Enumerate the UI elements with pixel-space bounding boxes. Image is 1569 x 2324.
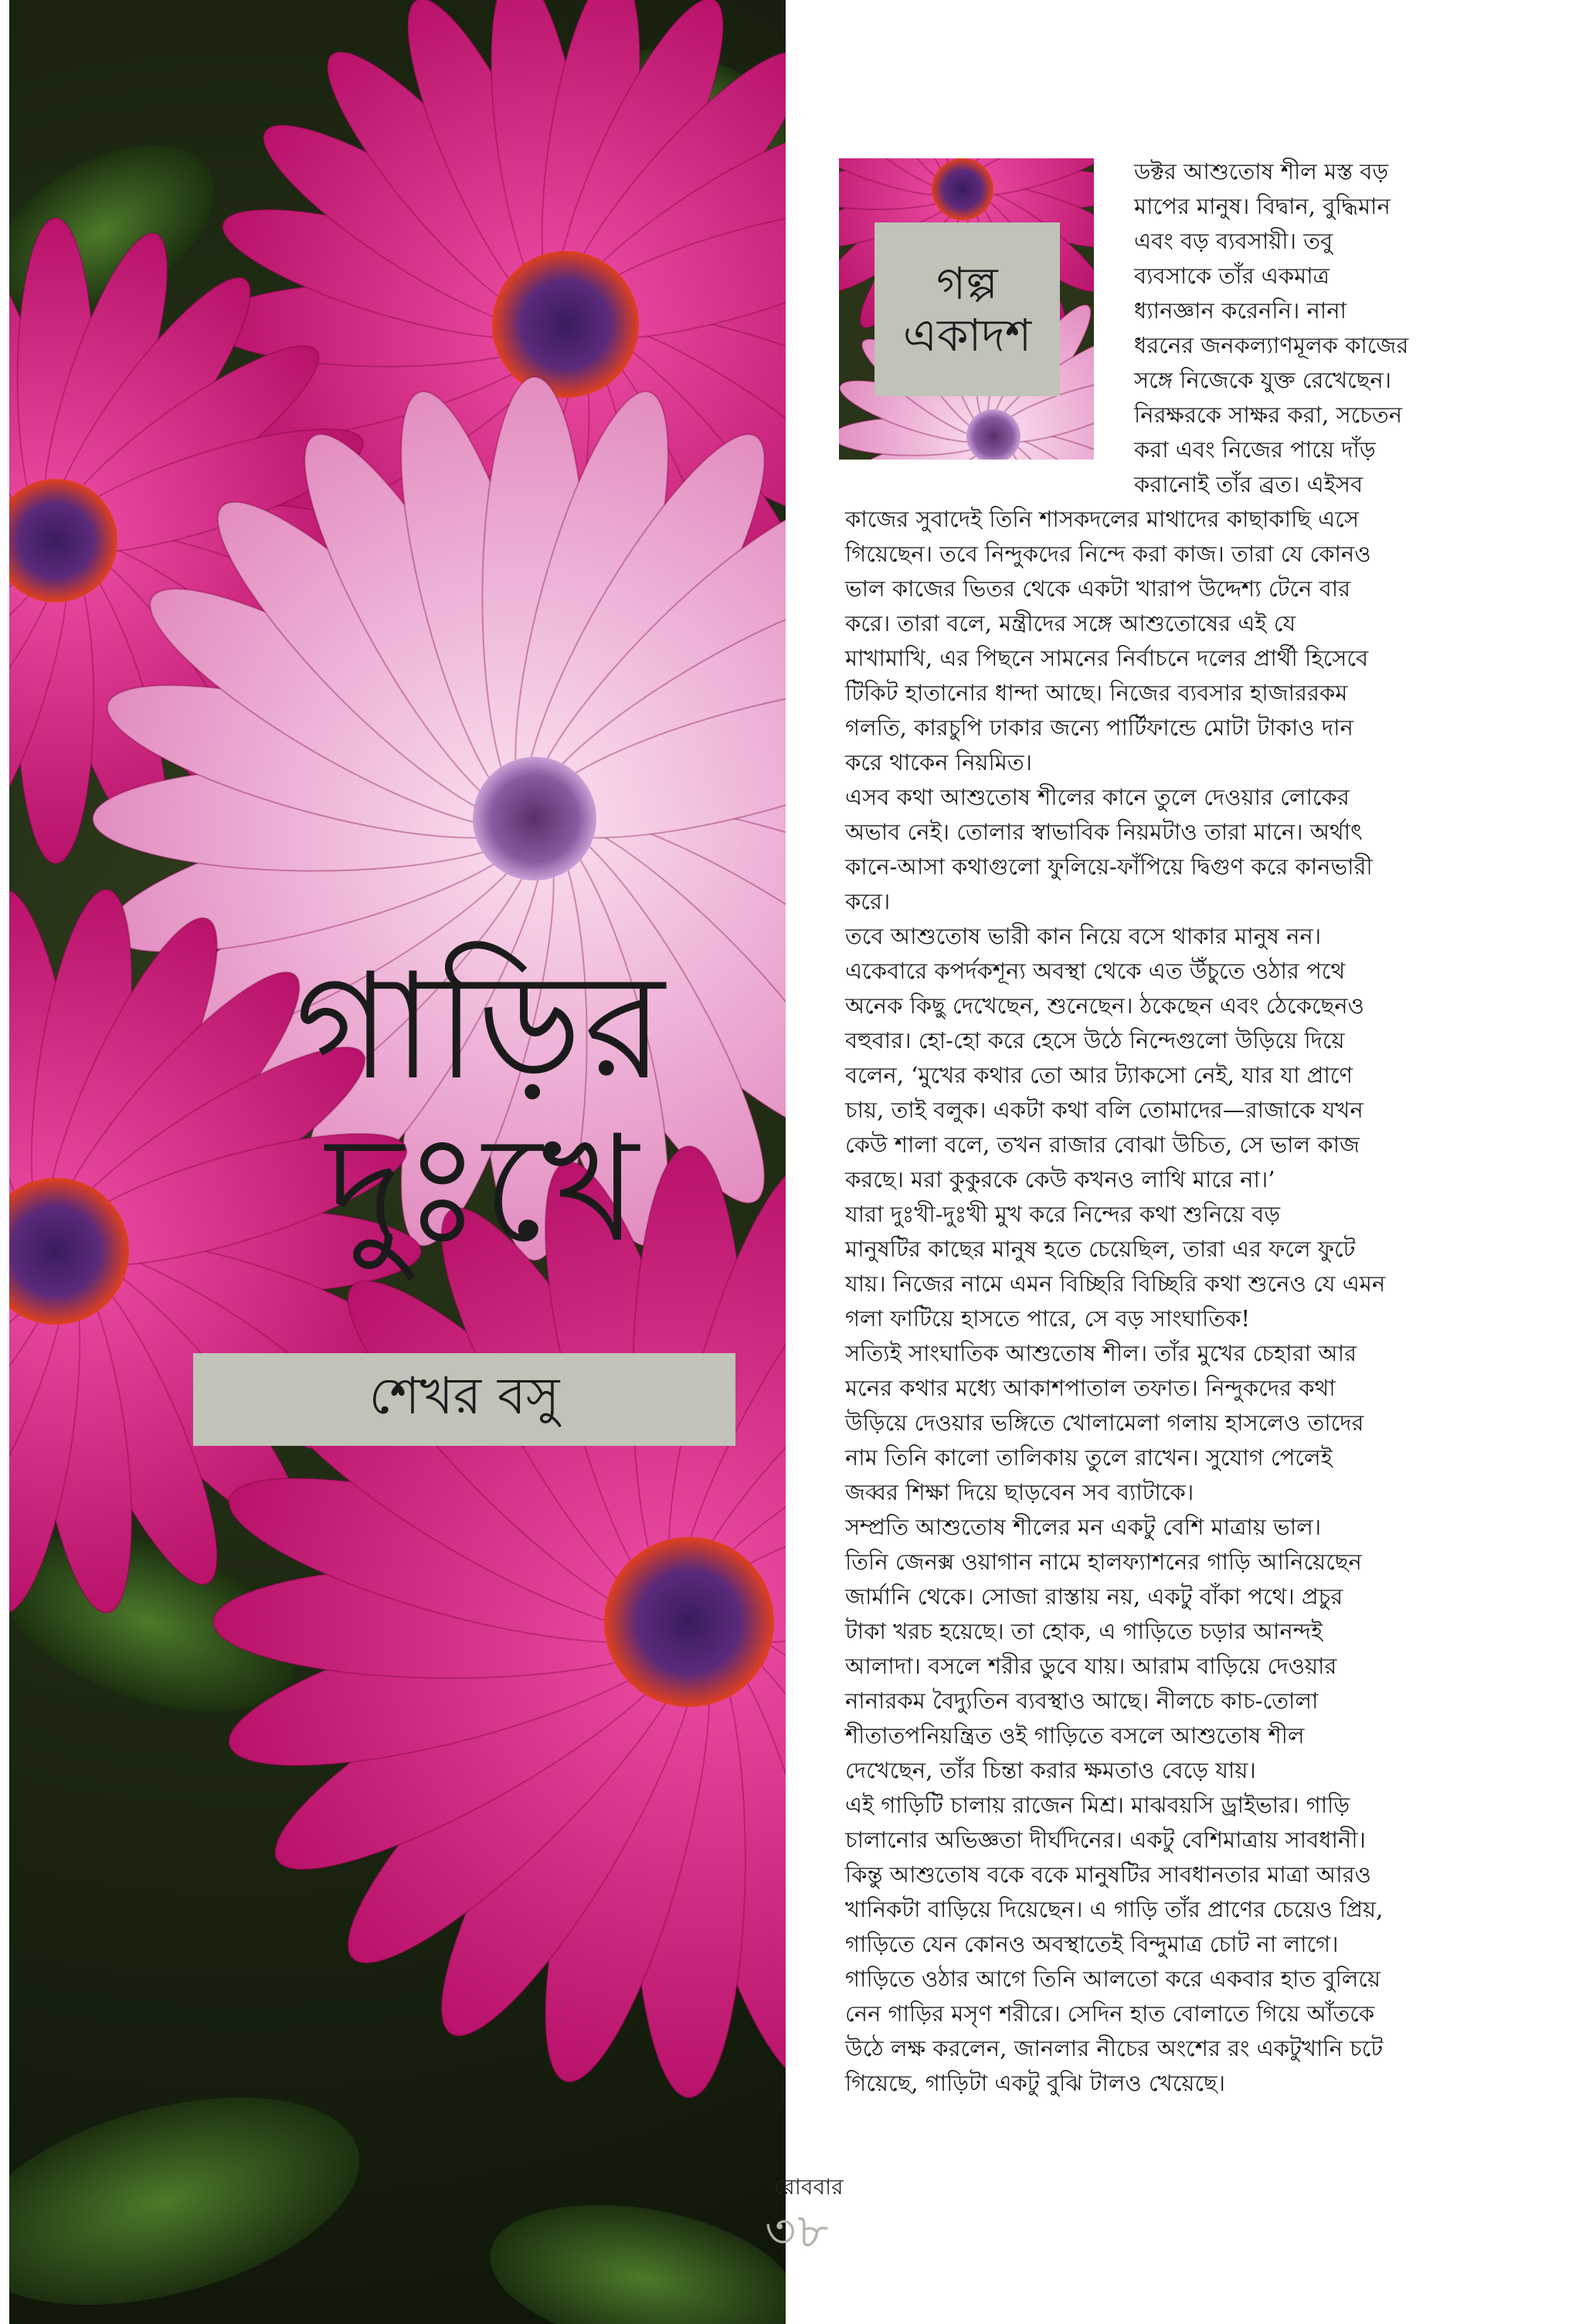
series-label-line-2: একাদশ bbox=[902, 308, 1032, 361]
story-title bbox=[264, 941, 697, 1274]
author-name: শেখর বসু bbox=[368, 1366, 560, 1426]
body-line: যারা দুঃখী-দুঃখী মুখ করে নিন্দের কথা শুনিয়ে বড় bbox=[845, 1201, 1281, 1227]
body-line: কাজের সুবাদেই তিনি শাসকদলের মাথাদের কাছাকাছি এসে bbox=[845, 506, 1360, 532]
body-line: কেউ শালা বলে, তখন রাজার বোঝা উচিত, সে ভাল কাজ bbox=[845, 1131, 1360, 1158]
body-line: চালানোর অভিজ্ঞতা দীর্ঘদিনের। একটু বেশিমাত্রায় সাবধানী। bbox=[845, 1827, 1366, 1853]
body-line: কিন্তু আশুতোষ বকে বকে মানুষটির সাবধানতার মাত্রা আরও bbox=[845, 1861, 1371, 1888]
body-line: টিকিট হাতানোর ধান্দা আছে। নিজের ব্যবসার হাজাররকম bbox=[845, 680, 1348, 706]
body-line: নাম তিনি কালো তালিকায় তুলে রাখেন। সুযোগ পেলেই bbox=[845, 1444, 1333, 1471]
body-line: গাড়িতে যেন কোনও অবস্থাতেই বিন্দুমাত্র চোট না লাগে। bbox=[845, 1931, 1339, 1957]
lead-line: করা এবং নিজের পায়ে দাঁড় bbox=[1134, 436, 1376, 463]
body-line: করছে। মরা কুকুরকে কেউ কখনও লাথি মারে না।’ bbox=[845, 1166, 1275, 1193]
body-line: মানুষটির কাছের মানুষ হতে চেয়েছিল, তারা এর ফলে ফুটে bbox=[845, 1236, 1356, 1262]
body-line: জার্মানি থেকে। সোজা রাস্তায় নয়, একটু বাঁকা পথে। প্রচুর bbox=[845, 1583, 1343, 1610]
body-line: তবে আশুতোষ ভারী কান নিয়ে বসে থাকার মানুষ নন। bbox=[845, 923, 1322, 949]
section-name: রোববার bbox=[774, 2174, 844, 2200]
lead-line: ডক্টর আশুতোষ শীল মস্ত বড় bbox=[1134, 158, 1389, 185]
lead-line: ধরনের জনকল্যাণমূলক কাজের bbox=[1134, 332, 1409, 358]
body-line: গিয়েছেন। তবে নিন্দুকদের নিন্দে করা কাজ। তারা যে কোনও bbox=[845, 541, 1371, 567]
body-line: ভাল কাজের ভিতর থেকে একটা খারাপ উদ্দেশ্য টেনে বার bbox=[845, 575, 1351, 602]
article-body-text bbox=[845, 502, 1540, 2101]
body-line: উড়িয়ে দেওয়ার ভঙ্গিতে খোলামেলা গলায় হাসলেও তাদের bbox=[845, 1410, 1364, 1436]
body-line: সত্যিই সাংঘাতিক আশুতোষ শীল। তাঁর মুখের চেহারা আর bbox=[845, 1340, 1357, 1366]
author-label bbox=[193, 1353, 735, 1446]
body-line: যায়। নিজের নামে এমন বিচ্ছিরি বিচ্ছিরি কথা শুনেও যে এমন bbox=[845, 1271, 1386, 1297]
lead-line: মাপের মানুষ। বিদ্বান, বুদ্ধিমান bbox=[1134, 193, 1391, 219]
body-line: উঠে লক্ষ করলেন, জানলার নীচের অংশের রং একটুখানি চটে bbox=[845, 2035, 1384, 2061]
lead-line: করানোই তাঁর ব্রত। এইসব bbox=[1134, 471, 1364, 497]
body-line: অভাব নেই। তোলার স্বাভাবিক নিয়মটাও তারা মানে। অর্থাৎ bbox=[845, 819, 1363, 845]
body-line: গিয়েছে, গাড়িটা একটু বুঝি টালও খেয়েছে। bbox=[845, 2070, 1226, 2096]
body-line: মাখামাখি, এর পিছনে সামনের নির্বাচনে দলের প্রার্থী হিসেবে bbox=[845, 645, 1369, 671]
body-line: তিনি জেনক্স ওয়াগান নামে হালফ্যাশনের গাড়ি আনিয়েছেন bbox=[845, 1549, 1362, 1575]
article-lead-text bbox=[1134, 154, 1536, 502]
body-line: বহুবার। হো-হো করে হেসে উঠে নিন্দেগুলো উড়িয়ে দিয়ে bbox=[845, 1027, 1345, 1053]
series-label-line-1: গল্প bbox=[936, 256, 998, 310]
body-line: গলা ফাটিয়ে হাসতে পারে, সে বড় সাংঘাতিক! bbox=[845, 1305, 1251, 1332]
body-line: করে। bbox=[845, 888, 891, 914]
body-line: একেবারে কপর্দকশূন্য অবস্থা থেকে এত উঁচুতে ওঠার পথে bbox=[845, 958, 1346, 984]
lead-line: এবং বড় ব্যবসায়ী। তবু bbox=[1134, 228, 1333, 254]
body-line: করে থাকেন নিয়মিত। bbox=[845, 749, 1032, 775]
body-line: চায়, তাই বলুক। একটা কথা বলি তোমাদের—রাজাকে যখন bbox=[845, 1097, 1364, 1123]
story-title-line-1: গাড়ির bbox=[295, 941, 667, 1112]
body-line: করে। তারা বলে, মন্ত্রীদের সঙ্গে আশুতোষের এই যে bbox=[845, 610, 1296, 636]
flower-photo bbox=[9, 0, 786, 2324]
body-line: শীতাতপনিয়ন্ত্রিত ওই গাড়িতে বসলে আশুতোষ শীল bbox=[845, 1722, 1305, 1749]
body-line: জব্বর শিক্ষা দিয়ে ছাড়বেন সব ব্যাটাকে। bbox=[845, 1479, 1194, 1505]
lead-line: সঙ্গে নিজেকে যুক্ত রেখেছেন। bbox=[1134, 367, 1392, 393]
body-line: এই গাড়িটি চালায় রাজেন মিশ্র। মাঝবয়সি ড্রাইভার। গাড়ি bbox=[845, 1792, 1350, 1818]
body-line: সম্প্রতি আশুতোষ শীলের মন একটু বেশি মাত্রায় ভাল। bbox=[845, 1514, 1322, 1540]
lead-line: ধ্যানজ্ঞান করেননি। নানা bbox=[1134, 297, 1347, 324]
body-line: আলাদা। বসলে শরীর ডুবে যায়। আরাম বাড়িয়ে দেওয়ার bbox=[845, 1653, 1337, 1679]
lead-line: ব্যবসাকে তাঁর একমাত্র bbox=[1134, 263, 1330, 289]
lead-line: নিরক্ষরকে সাক্ষর করা, সচেতন bbox=[1134, 402, 1403, 428]
body-line: মনের কথার মধ্যে আকাশপাতাল তফাত। নিন্দুকদের কথা bbox=[845, 1375, 1336, 1401]
body-line: এসব কথা আশুতোষ শীলের কানে তুলে দেওয়ার লোকের bbox=[845, 784, 1350, 810]
body-line: গাড়িতে ওঠার আগে তিনি আলতো করে একবার হাত বুলিয়ে bbox=[845, 1966, 1381, 1992]
body-line: দেখেছেন, তাঁর চিন্তা করার ক্ষমতাও বেড়ে যায়। bbox=[845, 1757, 1256, 1783]
body-line: টাকা খরচ হয়েছে। তা হোক, এ গাড়িতে চড়ার আনন্দই bbox=[845, 1618, 1323, 1644]
page-number: ৩৮ bbox=[765, 2203, 830, 2259]
story-title-line-2: দুঃখে bbox=[326, 1103, 640, 1274]
body-line: কানে-আসা কথাগুলো ফুলিয়ে-ফাঁপিয়ে দ্বিগুণ করে কানভারী bbox=[845, 853, 1373, 880]
body-line: খানিকটা বাড়িয়ে দিয়েছেন। এ গাড়ি তাঁর প্রাণের চেয়েও প্রিয়, bbox=[845, 1896, 1384, 1922]
body-line: নানারকম বৈদ্যুতিন ব্যবস্থাও আছে। নীলচে কাচ-তোলা bbox=[845, 1688, 1319, 1714]
body-line: অনেক কিছু দেখেছেন, শুনেছেন। ঠকেছেন এবং ঠেকেছেনও bbox=[845, 992, 1364, 1019]
series-label bbox=[874, 222, 1060, 396]
body-line: গলতি, কারচুপি ঢাকার জন্যে পার্টিফান্ডে মোটা টাকাও দান bbox=[845, 714, 1353, 741]
body-line: নেন গাড়ির মসৃণ শরীরে। সেদিন হাত বোলাতে গিয়ে আঁতকে bbox=[845, 2000, 1375, 2027]
body-line: বলেন, ‘মুখের কথার তো আর ট্যাকসো নেই, যার যা প্রাণে bbox=[845, 1062, 1353, 1088]
